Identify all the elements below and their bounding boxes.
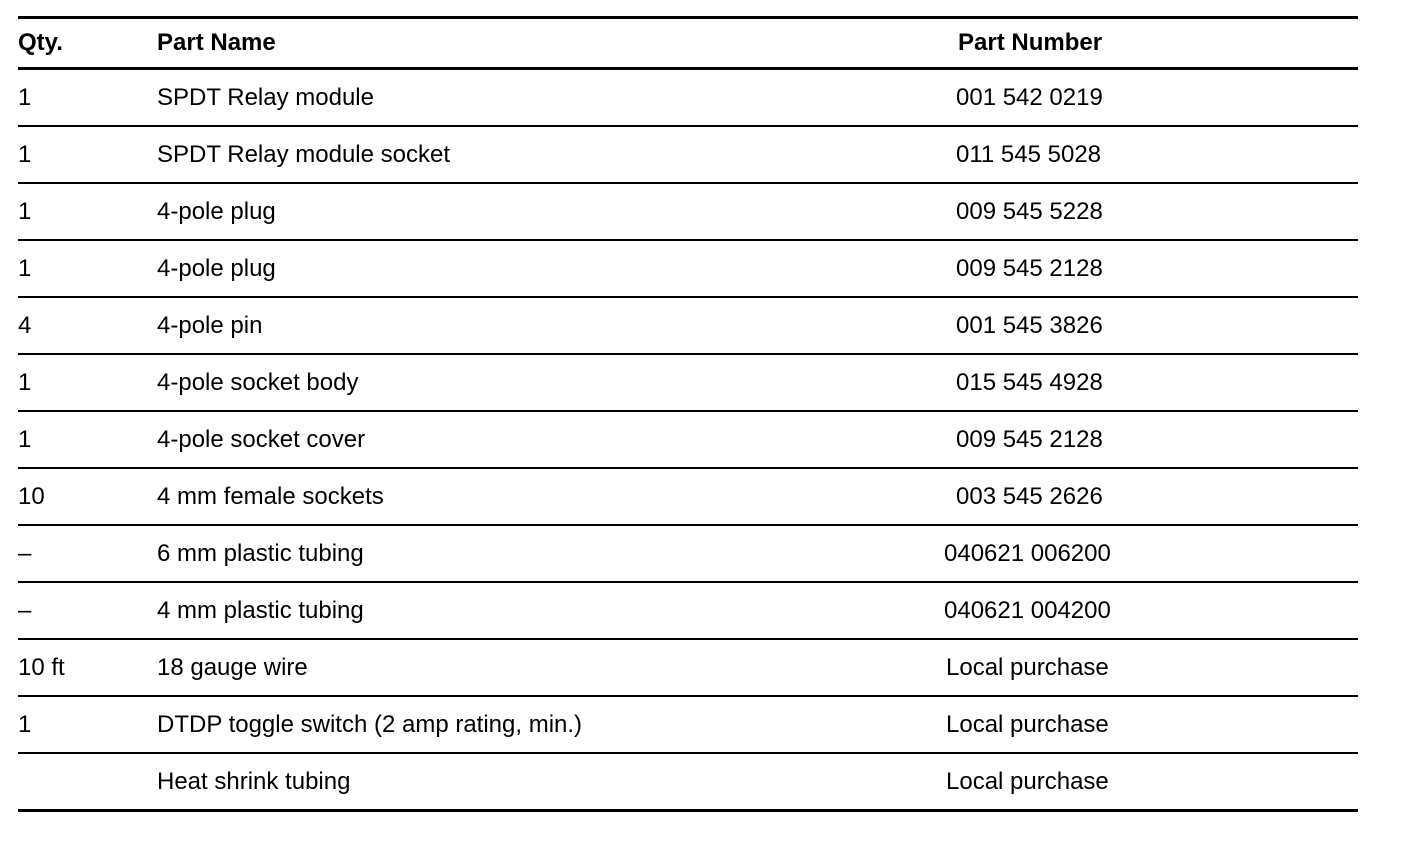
qty-column-header: Qty.	[18, 18, 157, 69]
header-row	[18, 18, 1358, 69]
qty-cell: 1	[18, 354, 157, 411]
qty-cell: 1	[18, 411, 157, 468]
part-number-cell: 040621 006200	[938, 525, 1358, 582]
part-number-column-header: Part Number	[938, 18, 1358, 69]
qty-cell: 1	[18, 240, 157, 297]
part-number-cell: 009 545 2128	[938, 240, 1358, 297]
part-name-cell: 4-pole plug	[157, 183, 938, 240]
table-body	[18, 69, 1358, 811]
table-row	[18, 411, 1358, 468]
qty-cell	[18, 753, 157, 811]
table-row	[18, 354, 1358, 411]
table-row	[18, 69, 1358, 127]
part-name-cell: 4-pole socket body	[157, 354, 938, 411]
table-row	[18, 696, 1358, 753]
qty-cell: 1	[18, 69, 157, 127]
qty-cell: –	[18, 525, 157, 582]
table-row	[18, 183, 1358, 240]
part-name-cell: 4-pole plug	[157, 240, 938, 297]
parts-list-table	[18, 16, 1358, 812]
part-name-cell: Heat shrink tubing	[157, 753, 938, 811]
part-name-cell: DTDP toggle switch (2 amp rating, min.)	[157, 696, 938, 753]
part-name-cell: SPDT Relay module socket	[157, 126, 938, 183]
table-row	[18, 525, 1358, 582]
part-name-cell: 6 mm plastic tubing	[157, 525, 938, 582]
qty-cell: 4	[18, 297, 157, 354]
part-number-cell: 011 545 5028	[938, 126, 1358, 183]
part-number-cell: 003 545 2626	[938, 468, 1358, 525]
qty-cell: 1	[18, 183, 157, 240]
part-number-cell: 040621 004200	[938, 582, 1358, 639]
part-number-cell: 001 542 0219	[938, 69, 1358, 127]
part-name-cell: 4-pole pin	[157, 297, 938, 354]
part-number-cell: 001 545 3826	[938, 297, 1358, 354]
table-row	[18, 468, 1358, 525]
part-number-cell: 009 545 5228	[938, 183, 1358, 240]
qty-cell: 10 ft	[18, 639, 157, 696]
table-row	[18, 582, 1358, 639]
table-row	[18, 297, 1358, 354]
table-header	[18, 18, 1358, 69]
part-name-cell: 4 mm female sockets	[157, 468, 938, 525]
part-number-cell: Local purchase	[938, 753, 1358, 811]
part-name-cell: 18 gauge wire	[157, 639, 938, 696]
table-row	[18, 639, 1358, 696]
part-number-cell: 009 545 2128	[938, 411, 1358, 468]
part-name-column-header: Part Name	[157, 18, 938, 69]
qty-cell: 1	[18, 126, 157, 183]
table-row	[18, 240, 1358, 297]
part-name-cell: 4-pole socket cover	[157, 411, 938, 468]
part-name-cell: SPDT Relay module	[157, 69, 938, 127]
table-row	[18, 753, 1358, 811]
qty-cell: 1	[18, 696, 157, 753]
part-number-cell: Local purchase	[938, 639, 1358, 696]
qty-cell: 10	[18, 468, 157, 525]
table-row	[18, 126, 1358, 183]
part-number-cell: 015 545 4928	[938, 354, 1358, 411]
qty-cell: –	[18, 582, 157, 639]
part-name-cell: 4 mm plastic tubing	[157, 582, 938, 639]
part-number-cell: Local purchase	[938, 696, 1358, 753]
